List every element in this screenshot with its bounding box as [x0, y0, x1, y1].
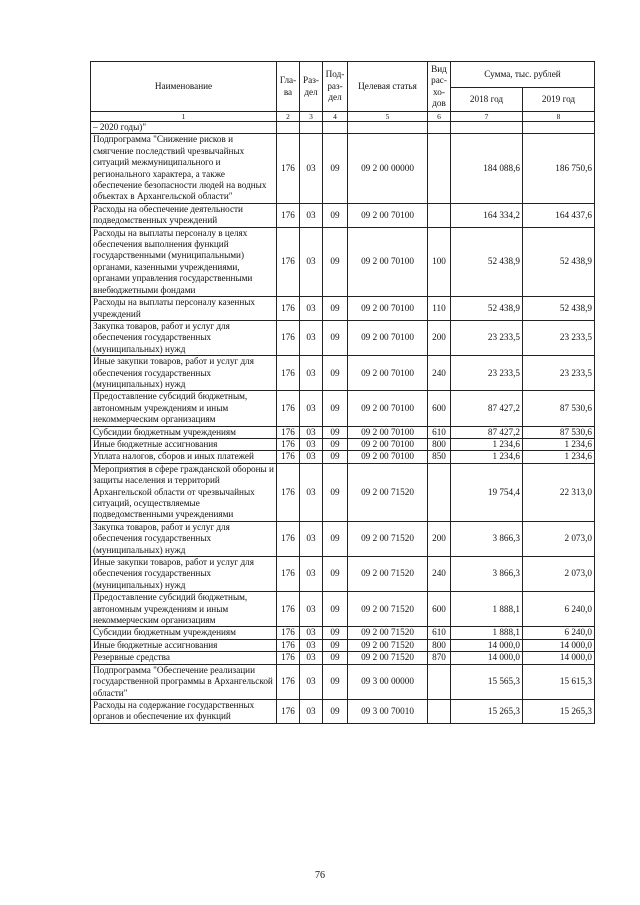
row-sum-2019: 2 073,0: [523, 557, 595, 592]
row-sum-2018: 164 334,2: [451, 203, 523, 227]
row-target-article: 09 2 00 70100: [348, 356, 428, 391]
row-name: Иные закупки товаров, работ и услуг для обеспечения государственных (муниципальных) нужд: [91, 356, 277, 391]
row-subsection: 09: [323, 227, 348, 296]
column-number: 4: [323, 112, 348, 122]
row-sum-2018: 87 427,2: [451, 391, 523, 426]
table-row: [91, 426, 595, 438]
row-subsection: 09: [323, 297, 348, 321]
row-target-article: 09 2 00 71520: [348, 521, 428, 556]
row-chapter: 176: [277, 438, 300, 450]
row-chapter: 176: [277, 391, 300, 426]
table-row: [91, 297, 595, 321]
row-chapter: 176: [277, 297, 300, 321]
row-chapter: 176: [277, 521, 300, 556]
row-section: 03: [300, 320, 323, 355]
header-year-2019: 2019 год: [523, 88, 595, 112]
row-sum-2019: 15 265,3: [523, 699, 595, 723]
row-expense-type: 800: [428, 438, 451, 450]
row-name: Расходы на выплаты персоналу в целях обеспечения выполнения функций государственными (муниципальными) органами, казенными учреждениями, органами управления государственными внебюджетными фондами: [91, 227, 277, 296]
row-subsection: 09: [323, 203, 348, 227]
row-name: Закупка товаров, работ и услуг для обеспечения государственных (муниципальных) нужд: [91, 521, 277, 556]
row-expense-type: [428, 203, 451, 227]
row-sum-2019: 23 233,5: [523, 356, 595, 391]
row-expense-type: 100: [428, 227, 451, 296]
row-expense-type: 610: [428, 627, 451, 639]
row-expense-type: 800: [428, 639, 451, 651]
row-expense-type: 240: [428, 557, 451, 592]
row-subsection: 09: [323, 438, 348, 450]
row-sum-2019: 23 233,5: [523, 320, 595, 355]
row-name: Закупка товаров, работ и услуг для обеспечения государственных (муниципальных) нужд: [91, 320, 277, 355]
row-sum-2018: 52 438,9: [451, 297, 523, 321]
row-subsection: 09: [323, 652, 348, 664]
row-sum-2019: 14 000,0: [523, 639, 595, 651]
row-section: 03: [300, 664, 323, 699]
row-target-article: 09 2 00 70100: [348, 203, 428, 227]
row-target-article: 09 2 00 71520: [348, 652, 428, 664]
row-name: Расходы на обеспечение деятельности подведомственных учреждений: [91, 203, 277, 227]
row-section: 03: [300, 557, 323, 592]
table-row: [91, 203, 595, 227]
column-number: 8: [523, 112, 595, 122]
row-sum-2019: 52 438,9: [523, 227, 595, 296]
row-target-article: 09 2 00 70100: [348, 438, 428, 450]
row-name: Резервные средства: [91, 652, 277, 664]
row-section: 03: [300, 227, 323, 296]
row-sum-2019: 14 000,0: [523, 652, 595, 664]
row-section: 03: [300, 134, 323, 203]
row-sum-2018: 14 000,0: [451, 639, 523, 651]
row-section: 03: [300, 652, 323, 664]
table-row: [91, 627, 595, 639]
header-section: Раз-дел: [300, 62, 323, 112]
row-expense-type: 850: [428, 451, 451, 463]
row-sum-2019: 6 240,0: [523, 592, 595, 627]
column-number: 5: [348, 112, 428, 122]
row-name: Расходы на выплаты персоналу казенных учреждений: [91, 297, 277, 321]
table-header: [91, 62, 595, 122]
row-target-article: 09 2 00 71520: [348, 592, 428, 627]
row-chapter: 176: [277, 699, 300, 723]
column-number: 3: [300, 112, 323, 122]
row-name: Уплата налогов, сборов и иных платежей: [91, 451, 277, 463]
row-sum-2018: 15 565,3: [451, 664, 523, 699]
row-section: 03: [300, 639, 323, 651]
row-target-article: 09 3 00 00000: [348, 664, 428, 699]
row-sum-2018: 3 866,3: [451, 521, 523, 556]
row-subsection: 09: [323, 557, 348, 592]
row-name: Предоставление субсидий бюджетным, автономным учреждениям и иным некоммерческим организациям: [91, 391, 277, 426]
row-target-article: 09 2 00 71520: [348, 639, 428, 651]
table-body: [91, 122, 595, 724]
row-section: 03: [300, 627, 323, 639]
row-expense-type: 600: [428, 391, 451, 426]
row-section: 03: [300, 391, 323, 426]
budget-table: [90, 61, 595, 724]
row-name: Иные бюджетные ассигнования: [91, 639, 277, 651]
table-row: [91, 592, 595, 627]
column-number: 2: [277, 112, 300, 122]
row-chapter: 176: [277, 320, 300, 355]
row-target-article: 09 2 00 00000: [348, 134, 428, 203]
row-chapter: 176: [277, 356, 300, 391]
row-target-article: 09 2 00 70100: [348, 320, 428, 355]
row-subsection: 09: [323, 134, 348, 203]
row-subsection: 09: [323, 451, 348, 463]
row-target-article: 09 2 00 70100: [348, 426, 428, 438]
table-row: [91, 320, 595, 355]
page-number: 76: [315, 870, 325, 881]
row-chapter: 176: [277, 426, 300, 438]
row-target-article: 09 2 00 71520: [348, 557, 428, 592]
table-row: [91, 699, 595, 723]
row-subsection: 09: [323, 639, 348, 651]
row-expense-type: 200: [428, 521, 451, 556]
row-chapter: 176: [277, 451, 300, 463]
row-section: 03: [300, 426, 323, 438]
row-target-article: 09 3 00 70010: [348, 699, 428, 723]
row-sum-2019: 186 750,6: [523, 134, 595, 203]
row-name: Предоставление субсидий бюджетным, автономным учреждениям и иным некоммерческим организациям: [91, 592, 277, 627]
table-row: [91, 451, 595, 463]
row-sum-2018: 23 233,5: [451, 320, 523, 355]
row-sum-2018: 14 000,0: [451, 652, 523, 664]
row-expense-type: [428, 134, 451, 203]
row-subsection: 09: [323, 391, 348, 426]
row-sum-2018: 1 888,1: [451, 592, 523, 627]
row-expense-type: 600: [428, 592, 451, 627]
row-sum-2018: 87 427,2: [451, 426, 523, 438]
column-number-row: [91, 112, 595, 122]
row-sum-2019: 87 530,6: [523, 426, 595, 438]
row-expense-type: [428, 699, 451, 723]
row-chapter: 176: [277, 627, 300, 639]
row-target-article: 09 2 00 71520: [348, 463, 428, 521]
table-row: [91, 664, 595, 699]
row-subsection: 09: [323, 320, 348, 355]
row-expense-type: 610: [428, 426, 451, 438]
row-sum-2018: 1 234,6: [451, 451, 523, 463]
carryover-row: [91, 122, 595, 134]
table-row: [91, 521, 595, 556]
row-subsection: 09: [323, 426, 348, 438]
row-subsection: 09: [323, 356, 348, 391]
row-target-article: 09 2 00 71520: [348, 627, 428, 639]
row-name: Подпрограмма "Снижение рисков и смягчение последствий чрезвычайных ситуаций межмуниципального и регионального характера, а также обеспечение безопасности людей на водных объектах в Архангельской области": [91, 134, 277, 203]
row-chapter: 176: [277, 592, 300, 627]
row-name: Мероприятия в сфере гражданской обороны и защиты населения и территорий Архангельской области от чрезвычайных ситуаций, осуществляемые подведомственными учреждениями: [91, 463, 277, 521]
table-row: [91, 652, 595, 664]
header-sum: Сумма, тыс. рублей: [451, 62, 595, 88]
row-subsection: 09: [323, 521, 348, 556]
row-section: 03: [300, 451, 323, 463]
row-name: Подпрограмма "Обеспечение реализации государственной программы в Архангельской области": [91, 664, 277, 699]
row-name: Иные бюджетные ассигнования: [91, 438, 277, 450]
row-section: 03: [300, 203, 323, 227]
row-sum-2018: 3 866,3: [451, 557, 523, 592]
row-target-article: 09 2 00 70100: [348, 227, 428, 296]
row-chapter: 176: [277, 203, 300, 227]
row-chapter: 176: [277, 664, 300, 699]
row-name: Расходы на содержание государственных органов и обеспечение их функций: [91, 699, 277, 723]
header-target: Целевая статья: [348, 62, 428, 112]
row-subsection: 09: [323, 627, 348, 639]
row-sum-2019: 2 073,0: [523, 521, 595, 556]
row-expense-type: 110: [428, 297, 451, 321]
row-sum-2019: 1 234,6: [523, 438, 595, 450]
header-chapter: Гла-ва: [277, 62, 300, 112]
table-row: [91, 391, 595, 426]
header-year-2018: 2018 год: [451, 88, 523, 112]
table-row: [91, 227, 595, 296]
row-sum-2019: 15 615,3: [523, 664, 595, 699]
row-chapter: 176: [277, 557, 300, 592]
row-chapter: 176: [277, 639, 300, 651]
row-sum-2018: 1 888,1: [451, 627, 523, 639]
table-row: [91, 557, 595, 592]
row-sum-2018: 52 438,9: [451, 227, 523, 296]
row-subsection: 09: [323, 699, 348, 723]
row-sum-2018: 15 265,3: [451, 699, 523, 723]
table-row: [91, 639, 595, 651]
row-section: 03: [300, 521, 323, 556]
row-expense-type: [428, 664, 451, 699]
table-row: [91, 463, 595, 521]
table-row: [91, 134, 595, 203]
row-subsection: 09: [323, 463, 348, 521]
row-sum-2018: 184 088,6: [451, 134, 523, 203]
row-target-article: 09 2 00 70100: [348, 297, 428, 321]
header-expense-type: Вид рас-хо-дов: [428, 62, 451, 112]
row-section: 03: [300, 438, 323, 450]
row-sum-2018: 1 234,6: [451, 438, 523, 450]
row-subsection: 09: [323, 664, 348, 699]
row-expense-type: 870: [428, 652, 451, 664]
row-sum-2018: 23 233,5: [451, 356, 523, 391]
row-target-article: 09 2 00 70100: [348, 391, 428, 426]
row-sum-2019: 22 313,0: [523, 463, 595, 521]
row-section: 03: [300, 463, 323, 521]
row-section: 03: [300, 699, 323, 723]
carryover-text: – 2020 годы)": [91, 122, 277, 134]
row-chapter: 176: [277, 227, 300, 296]
row-expense-type: [428, 463, 451, 521]
column-number: 7: [451, 112, 523, 122]
row-sum-2018: 19 754,4: [451, 463, 523, 521]
header-name: Наименование: [91, 62, 277, 112]
row-expense-type: 240: [428, 356, 451, 391]
row-sum-2019: 164 437,6: [523, 203, 595, 227]
header-subsection: Под-раз-дел: [323, 62, 348, 112]
row-section: 03: [300, 297, 323, 321]
row-expense-type: 200: [428, 320, 451, 355]
row-name: Субсидии бюджетным учреждениям: [91, 627, 277, 639]
row-chapter: 176: [277, 134, 300, 203]
row-section: 03: [300, 356, 323, 391]
row-section: 03: [300, 592, 323, 627]
row-sum-2019: 6 240,0: [523, 627, 595, 639]
row-name: Иные закупки товаров, работ и услуг для обеспечения государственных (муниципальных) нужд: [91, 557, 277, 592]
row-target-article: 09 2 00 70100: [348, 451, 428, 463]
row-chapter: 176: [277, 652, 300, 664]
column-number: 1: [91, 112, 277, 122]
row-sum-2019: 52 438,9: [523, 297, 595, 321]
column-number: 6: [428, 112, 451, 122]
row-sum-2019: 1 234,6: [523, 451, 595, 463]
row-subsection: 09: [323, 592, 348, 627]
row-chapter: 176: [277, 463, 300, 521]
table-row: [91, 438, 595, 450]
row-name: Субсидии бюджетным учреждениям: [91, 426, 277, 438]
table-row: [91, 356, 595, 391]
row-sum-2019: 87 530,6: [523, 391, 595, 426]
